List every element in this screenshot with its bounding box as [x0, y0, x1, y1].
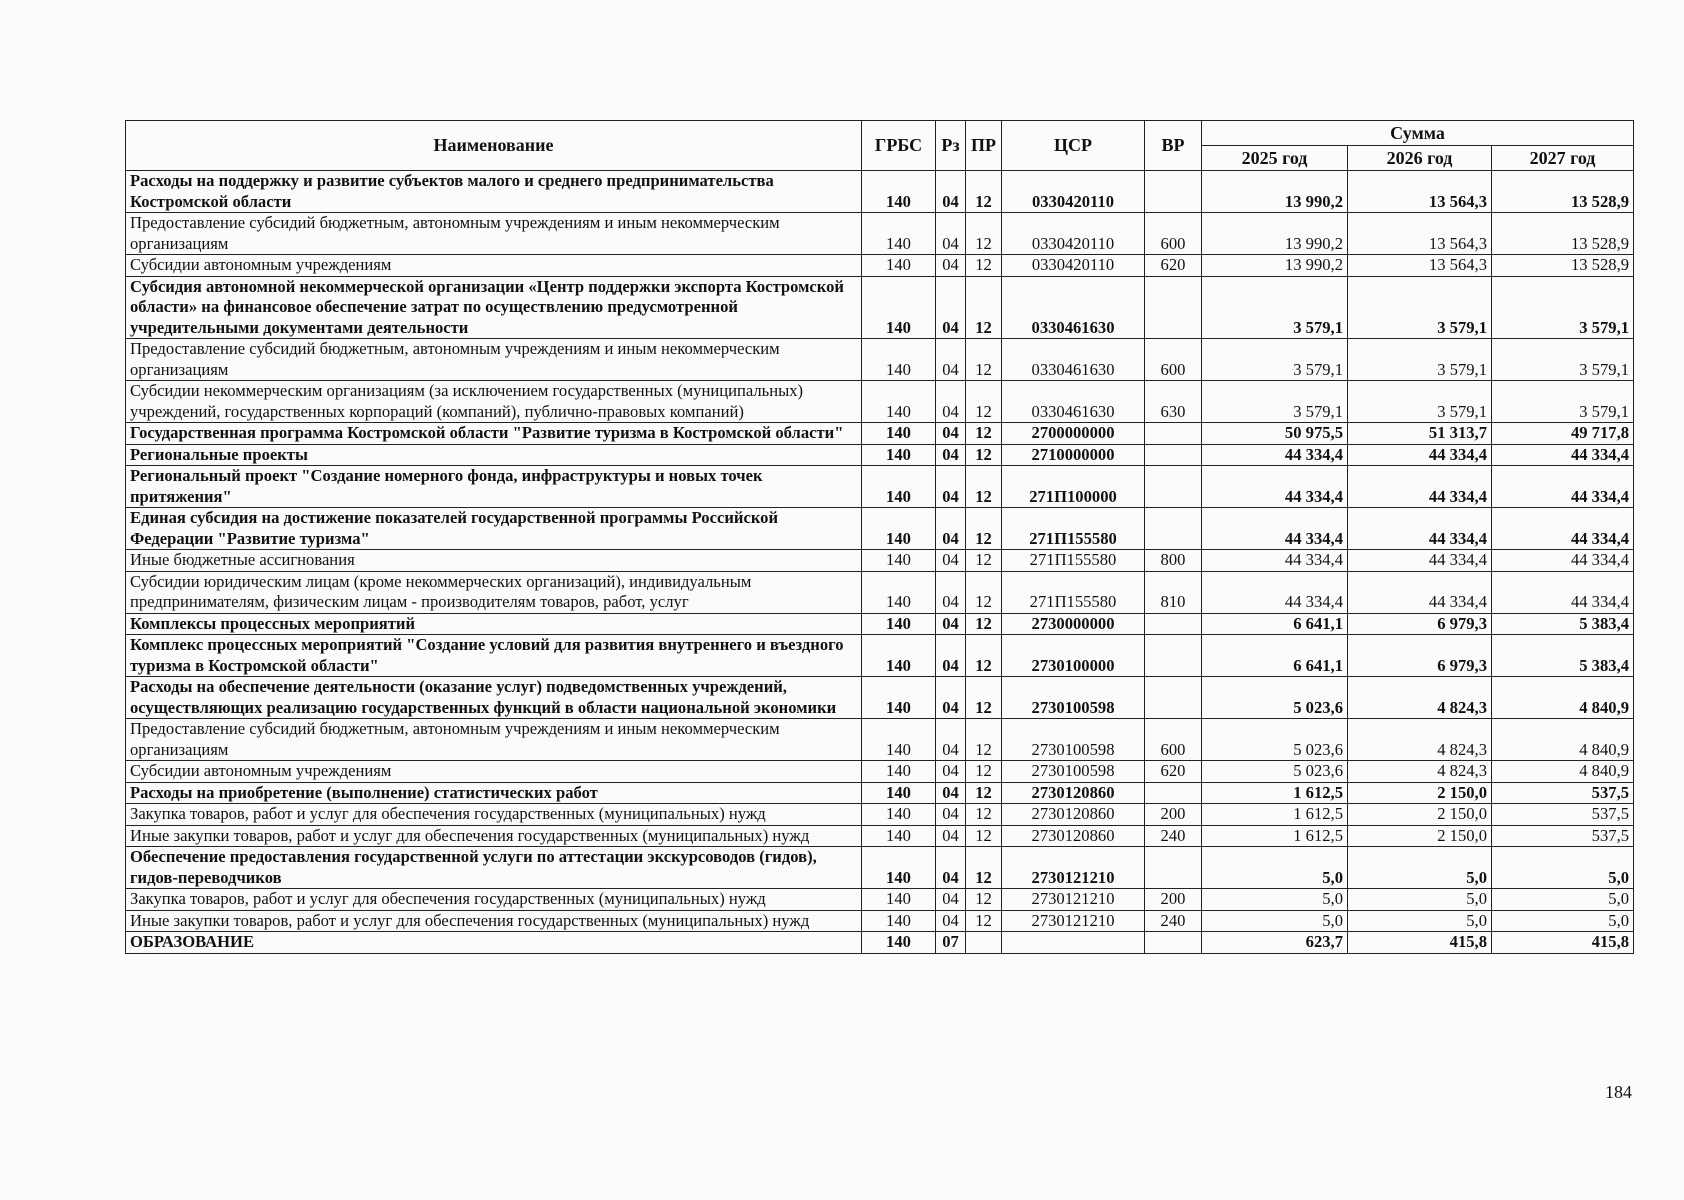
cell-grbs: 140 [862, 550, 936, 572]
cell-rz: 04 [936, 381, 966, 423]
cell-pr: 12 [966, 889, 1002, 911]
cell-vr: 600 [1145, 213, 1202, 255]
page-number: 184 [1605, 1082, 1632, 1102]
table-row [126, 571, 1634, 613]
cell-2027: 415,8 [1492, 932, 1634, 954]
cell-pr: 12 [966, 550, 1002, 572]
cell-name: Региональный проект "Создание номерного фонда, инфраструктуры и новых точек притяжения" [126, 466, 862, 508]
cell-name: Предоставление субсидий бюджетным, автономным учреждениям и иным некоммерческим организациям [126, 213, 862, 255]
cell-pr: 12 [966, 910, 1002, 932]
cell-grbs: 140 [862, 635, 936, 677]
cell-grbs: 140 [862, 677, 936, 719]
cell-pr: 12 [966, 444, 1002, 466]
cell-2027: 4 840,9 [1492, 719, 1634, 761]
cell-grbs: 140 [862, 761, 936, 783]
table-body [126, 171, 1634, 954]
cell-2025: 3 579,1 [1202, 276, 1348, 339]
cell-csr: 2730100598 [1002, 719, 1145, 761]
cell-2027: 3 579,1 [1492, 381, 1634, 423]
cell-name: Расходы на поддержку и развитие субъектов малого и среднего предпринимательства Костромской области [126, 171, 862, 213]
header-name: Наименование [126, 121, 862, 171]
table-row [126, 255, 1634, 277]
cell-rz: 04 [936, 466, 966, 508]
cell-2027: 5,0 [1492, 847, 1634, 889]
cell-csr: 2730120860 [1002, 825, 1145, 847]
cell-2027: 13 528,9 [1492, 255, 1634, 277]
cell-2025: 6 641,1 [1202, 613, 1348, 635]
cell-vr [1145, 444, 1202, 466]
table-row [126, 910, 1634, 932]
cell-csr: 271П155580 [1002, 571, 1145, 613]
cell-pr: 12 [966, 804, 1002, 826]
cell-2025: 5,0 [1202, 910, 1348, 932]
cell-csr: 2730000000 [1002, 613, 1145, 635]
cell-2026: 3 579,1 [1348, 381, 1492, 423]
cell-grbs: 140 [862, 444, 936, 466]
cell-pr: 12 [966, 761, 1002, 783]
cell-pr: 12 [966, 255, 1002, 277]
cell-pr: 12 [966, 381, 1002, 423]
table-row [126, 613, 1634, 635]
table-row [126, 213, 1634, 255]
cell-rz: 04 [936, 719, 966, 761]
cell-name: Иные закупки товаров, работ и услуг для обеспечения государственных (муниципальных) нужд [126, 825, 862, 847]
table-row [126, 550, 1634, 572]
cell-2025: 5,0 [1202, 847, 1348, 889]
cell-vr [1145, 932, 1202, 954]
cell-2027: 537,5 [1492, 825, 1634, 847]
cell-grbs: 140 [862, 889, 936, 911]
cell-2027: 44 334,4 [1492, 466, 1634, 508]
cell-name: Закупка товаров, работ и услуг для обеспечения государственных (муниципальных) нужд [126, 804, 862, 826]
cell-name: Иные бюджетные ассигнования [126, 550, 862, 572]
cell-2027: 4 840,9 [1492, 761, 1634, 783]
cell-2025: 44 334,4 [1202, 444, 1348, 466]
cell-name: Предоставление субсидий бюджетным, автономным учреждениям и иным некоммерческим организациям [126, 719, 862, 761]
cell-grbs: 140 [862, 255, 936, 277]
cell-name: Региональные проекты [126, 444, 862, 466]
cell-rz: 04 [936, 550, 966, 572]
cell-2027: 13 528,9 [1492, 171, 1634, 213]
cell-pr: 12 [966, 508, 1002, 550]
header-sum: Сумма [1202, 121, 1634, 146]
cell-rz: 04 [936, 423, 966, 445]
cell-rz: 04 [936, 635, 966, 677]
cell-2026: 6 979,3 [1348, 635, 1492, 677]
table-row [126, 508, 1634, 550]
cell-name: Расходы на обеспечение деятельности (оказание услуг) подведомственных учреждений, осуществляющих реализацию государственных функций в области национальной экономики [126, 677, 862, 719]
table-row [126, 782, 1634, 804]
cell-2027: 49 717,8 [1492, 423, 1634, 445]
cell-csr: 0330420110 [1002, 255, 1145, 277]
cell-grbs: 140 [862, 613, 936, 635]
cell-vr: 620 [1145, 255, 1202, 277]
cell-grbs: 140 [862, 932, 936, 954]
cell-csr: 2730120860 [1002, 804, 1145, 826]
cell-2026: 4 824,3 [1348, 677, 1492, 719]
cell-2026: 44 334,4 [1348, 550, 1492, 572]
cell-csr: 0330420110 [1002, 171, 1145, 213]
cell-vr [1145, 782, 1202, 804]
table-row [126, 339, 1634, 381]
cell-rz: 07 [936, 932, 966, 954]
cell-csr: 2730121210 [1002, 889, 1145, 911]
cell-name: Субсидии юридическим лицам (кроме некоммерческих организаций), индивидуальным предпринимателям, физическим лицам - производителям товаров, работ, услуг [126, 571, 862, 613]
cell-rz: 04 [936, 571, 966, 613]
cell-pr: 12 [966, 213, 1002, 255]
cell-2027: 537,5 [1492, 804, 1634, 826]
cell-vr: 630 [1145, 381, 1202, 423]
table-row [126, 635, 1634, 677]
table-row [126, 423, 1634, 445]
cell-csr: 2730121210 [1002, 847, 1145, 889]
cell-grbs: 140 [862, 423, 936, 445]
cell-pr: 12 [966, 571, 1002, 613]
cell-2025: 3 579,1 [1202, 339, 1348, 381]
cell-2026: 4 824,3 [1348, 761, 1492, 783]
cell-2027: 537,5 [1492, 782, 1634, 804]
cell-pr: 12 [966, 825, 1002, 847]
cell-2026: 13 564,3 [1348, 255, 1492, 277]
cell-2025: 44 334,4 [1202, 571, 1348, 613]
cell-2025: 5,0 [1202, 889, 1348, 911]
cell-2025: 5 023,6 [1202, 677, 1348, 719]
cell-2027: 44 334,4 [1492, 508, 1634, 550]
cell-pr: 12 [966, 466, 1002, 508]
cell-2027: 5,0 [1492, 889, 1634, 911]
cell-grbs: 140 [862, 847, 936, 889]
cell-vr: 600 [1145, 719, 1202, 761]
cell-rz: 04 [936, 444, 966, 466]
cell-rz: 04 [936, 613, 966, 635]
cell-2026: 6 979,3 [1348, 613, 1492, 635]
cell-csr: 271П155580 [1002, 508, 1145, 550]
table-row [126, 932, 1634, 954]
cell-2025: 623,7 [1202, 932, 1348, 954]
cell-2025: 6 641,1 [1202, 635, 1348, 677]
cell-name: Единая субсидия на достижение показателей государственной программы Российской Федерации "Развитие туризма" [126, 508, 862, 550]
cell-2026: 2 150,0 [1348, 782, 1492, 804]
cell-rz: 04 [936, 255, 966, 277]
table-row [126, 804, 1634, 826]
cell-name: Предоставление субсидий бюджетным, автономным учреждениям и иным некоммерческим организациям [126, 339, 862, 381]
table-row [126, 381, 1634, 423]
cell-csr: 0330461630 [1002, 339, 1145, 381]
cell-csr: 0330420110 [1002, 213, 1145, 255]
cell-csr: 2700000000 [1002, 423, 1145, 445]
cell-vr: 600 [1145, 339, 1202, 381]
cell-2025: 44 334,4 [1202, 466, 1348, 508]
table-row [126, 677, 1634, 719]
cell-name: Государственная программа Костромской области "Развитие туризма в Костромской области" [126, 423, 862, 445]
cell-2026: 44 334,4 [1348, 466, 1492, 508]
cell-csr: 271П100000 [1002, 466, 1145, 508]
cell-pr: 12 [966, 719, 1002, 761]
cell-2025: 1 612,5 [1202, 782, 1348, 804]
table-row [126, 761, 1634, 783]
cell-2027: 5 383,4 [1492, 635, 1634, 677]
cell-2025: 5 023,6 [1202, 761, 1348, 783]
cell-grbs: 140 [862, 213, 936, 255]
header-pr: ПР [966, 121, 1002, 171]
cell-grbs: 140 [862, 466, 936, 508]
cell-vr: 200 [1145, 804, 1202, 826]
cell-grbs: 140 [862, 804, 936, 826]
header-csr: ЦСР [1002, 121, 1145, 171]
cell-rz: 04 [936, 761, 966, 783]
cell-vr [1145, 677, 1202, 719]
cell-csr: 2730100598 [1002, 761, 1145, 783]
cell-rz: 04 [936, 276, 966, 339]
table-row [126, 171, 1634, 213]
cell-name: Субсидия автономной некоммерческой организации «Центр поддержки экспорта Костромской области» на финансовое обеспечение затрат по осуществлению предусмотренной учредительными документами деятельности [126, 276, 862, 339]
cell-pr: 12 [966, 423, 1002, 445]
cell-vr [1145, 508, 1202, 550]
cell-2027: 44 334,4 [1492, 571, 1634, 613]
table-row [126, 825, 1634, 847]
cell-2026: 3 579,1 [1348, 339, 1492, 381]
cell-csr: 2730121210 [1002, 910, 1145, 932]
cell-2027: 3 579,1 [1492, 276, 1634, 339]
cell-2026: 13 564,3 [1348, 171, 1492, 213]
cell-csr: 0330461630 [1002, 381, 1145, 423]
table-row [126, 847, 1634, 889]
cell-csr: 0330461630 [1002, 276, 1145, 339]
cell-2026: 415,8 [1348, 932, 1492, 954]
cell-rz: 04 [936, 847, 966, 889]
cell-2025: 1 612,5 [1202, 804, 1348, 826]
header-year-2026: 2026 год [1348, 146, 1492, 171]
table-row [126, 719, 1634, 761]
cell-rz: 04 [936, 825, 966, 847]
cell-2027: 3 579,1 [1492, 339, 1634, 381]
cell-2026: 2 150,0 [1348, 825, 1492, 847]
cell-rz: 04 [936, 213, 966, 255]
cell-csr: 2730100000 [1002, 635, 1145, 677]
cell-2026: 44 334,4 [1348, 508, 1492, 550]
cell-name: Расходы на приобретение (выполнение) статистических работ [126, 782, 862, 804]
cell-rz: 04 [936, 677, 966, 719]
cell-vr [1145, 466, 1202, 508]
cell-vr [1145, 276, 1202, 339]
cell-name: Иные закупки товаров, работ и услуг для обеспечения государственных (муниципальных) нужд [126, 910, 862, 932]
cell-rz: 04 [936, 508, 966, 550]
cell-2025: 13 990,2 [1202, 255, 1348, 277]
header-year-2027: 2027 год [1492, 146, 1634, 171]
cell-vr: 810 [1145, 571, 1202, 613]
cell-grbs: 140 [862, 508, 936, 550]
cell-name: ОБРАЗОВАНИЕ [126, 932, 862, 954]
cell-pr: 12 [966, 847, 1002, 889]
cell-pr [966, 932, 1002, 954]
cell-2025: 1 612,5 [1202, 825, 1348, 847]
cell-grbs: 140 [862, 719, 936, 761]
cell-pr: 12 [966, 171, 1002, 213]
cell-2025: 13 990,2 [1202, 213, 1348, 255]
cell-name: Субсидии автономным учреждениям [126, 255, 862, 277]
cell-pr: 12 [966, 613, 1002, 635]
cell-2027: 44 334,4 [1492, 444, 1634, 466]
cell-2025: 5 023,6 [1202, 719, 1348, 761]
cell-vr [1145, 613, 1202, 635]
cell-2027: 4 840,9 [1492, 677, 1634, 719]
cell-2026: 5,0 [1348, 910, 1492, 932]
cell-rz: 04 [936, 339, 966, 381]
cell-2026: 3 579,1 [1348, 276, 1492, 339]
cell-csr: 2730100598 [1002, 677, 1145, 719]
budget-table [125, 120, 1634, 954]
cell-grbs: 140 [862, 782, 936, 804]
cell-grbs: 140 [862, 276, 936, 339]
cell-2027: 5 383,4 [1492, 613, 1634, 635]
cell-2025: 50 975,5 [1202, 423, 1348, 445]
cell-vr: 240 [1145, 825, 1202, 847]
cell-2026: 44 334,4 [1348, 571, 1492, 613]
cell-pr: 12 [966, 677, 1002, 719]
cell-name: Обеспечение предоставления государственной услуги по аттестации экскурсоводов (гидов), гидов-переводчиков [126, 847, 862, 889]
cell-2027: 5,0 [1492, 910, 1634, 932]
cell-2026: 51 313,7 [1348, 423, 1492, 445]
cell-grbs: 140 [862, 339, 936, 381]
cell-2026: 13 564,3 [1348, 213, 1492, 255]
cell-vr: 620 [1145, 761, 1202, 783]
cell-rz: 04 [936, 910, 966, 932]
cell-2026: 5,0 [1348, 847, 1492, 889]
cell-2027: 13 528,9 [1492, 213, 1634, 255]
table-row [126, 276, 1634, 339]
cell-csr [1002, 932, 1145, 954]
cell-name: Субсидии автономным учреждениям [126, 761, 862, 783]
cell-pr: 12 [966, 339, 1002, 381]
cell-name: Закупка товаров, работ и услуг для обеспечения государственных (муниципальных) нужд [126, 889, 862, 911]
cell-2026: 2 150,0 [1348, 804, 1492, 826]
cell-vr: 240 [1145, 910, 1202, 932]
cell-rz: 04 [936, 782, 966, 804]
cell-2025: 44 334,4 [1202, 550, 1348, 572]
cell-rz: 04 [936, 889, 966, 911]
cell-vr [1145, 847, 1202, 889]
cell-name: Комплекс процессных мероприятий "Создание условий для развития внутреннего и въездного туризма в Костромской области" [126, 635, 862, 677]
cell-vr [1145, 635, 1202, 677]
cell-grbs: 140 [862, 825, 936, 847]
cell-2025: 3 579,1 [1202, 381, 1348, 423]
cell-name: Комплексы процессных мероприятий [126, 613, 862, 635]
cell-pr: 12 [966, 782, 1002, 804]
cell-name: Субсидии некоммерческим организациям (за исключением государственных (муниципальных) учреждений, государственных корпораций (компаний), публично-правовых компаний) [126, 381, 862, 423]
cell-csr: 271П155580 [1002, 550, 1145, 572]
cell-grbs: 140 [862, 571, 936, 613]
cell-2025: 13 990,2 [1202, 171, 1348, 213]
header-vr: ВР [1145, 121, 1202, 171]
header-year-2025: 2025 год [1202, 146, 1348, 171]
cell-pr: 12 [966, 635, 1002, 677]
cell-pr: 12 [966, 276, 1002, 339]
cell-2026: 4 824,3 [1348, 719, 1492, 761]
cell-vr: 800 [1145, 550, 1202, 572]
cell-2026: 44 334,4 [1348, 444, 1492, 466]
table-row [126, 466, 1634, 508]
cell-rz: 04 [936, 804, 966, 826]
cell-csr: 2710000000 [1002, 444, 1145, 466]
cell-csr: 2730120860 [1002, 782, 1145, 804]
cell-vr [1145, 171, 1202, 213]
table-header [126, 121, 1634, 171]
cell-2027: 44 334,4 [1492, 550, 1634, 572]
cell-grbs: 140 [862, 910, 936, 932]
cell-vr: 200 [1145, 889, 1202, 911]
cell-vr [1145, 423, 1202, 445]
cell-2026: 5,0 [1348, 889, 1492, 911]
header-rz: Рз [936, 121, 966, 171]
table-row [126, 444, 1634, 466]
cell-grbs: 140 [862, 381, 936, 423]
cell-rz: 04 [936, 171, 966, 213]
cell-grbs: 140 [862, 171, 936, 213]
header-grbs: ГРБС [862, 121, 936, 171]
cell-2025: 44 334,4 [1202, 508, 1348, 550]
table-row [126, 889, 1634, 911]
